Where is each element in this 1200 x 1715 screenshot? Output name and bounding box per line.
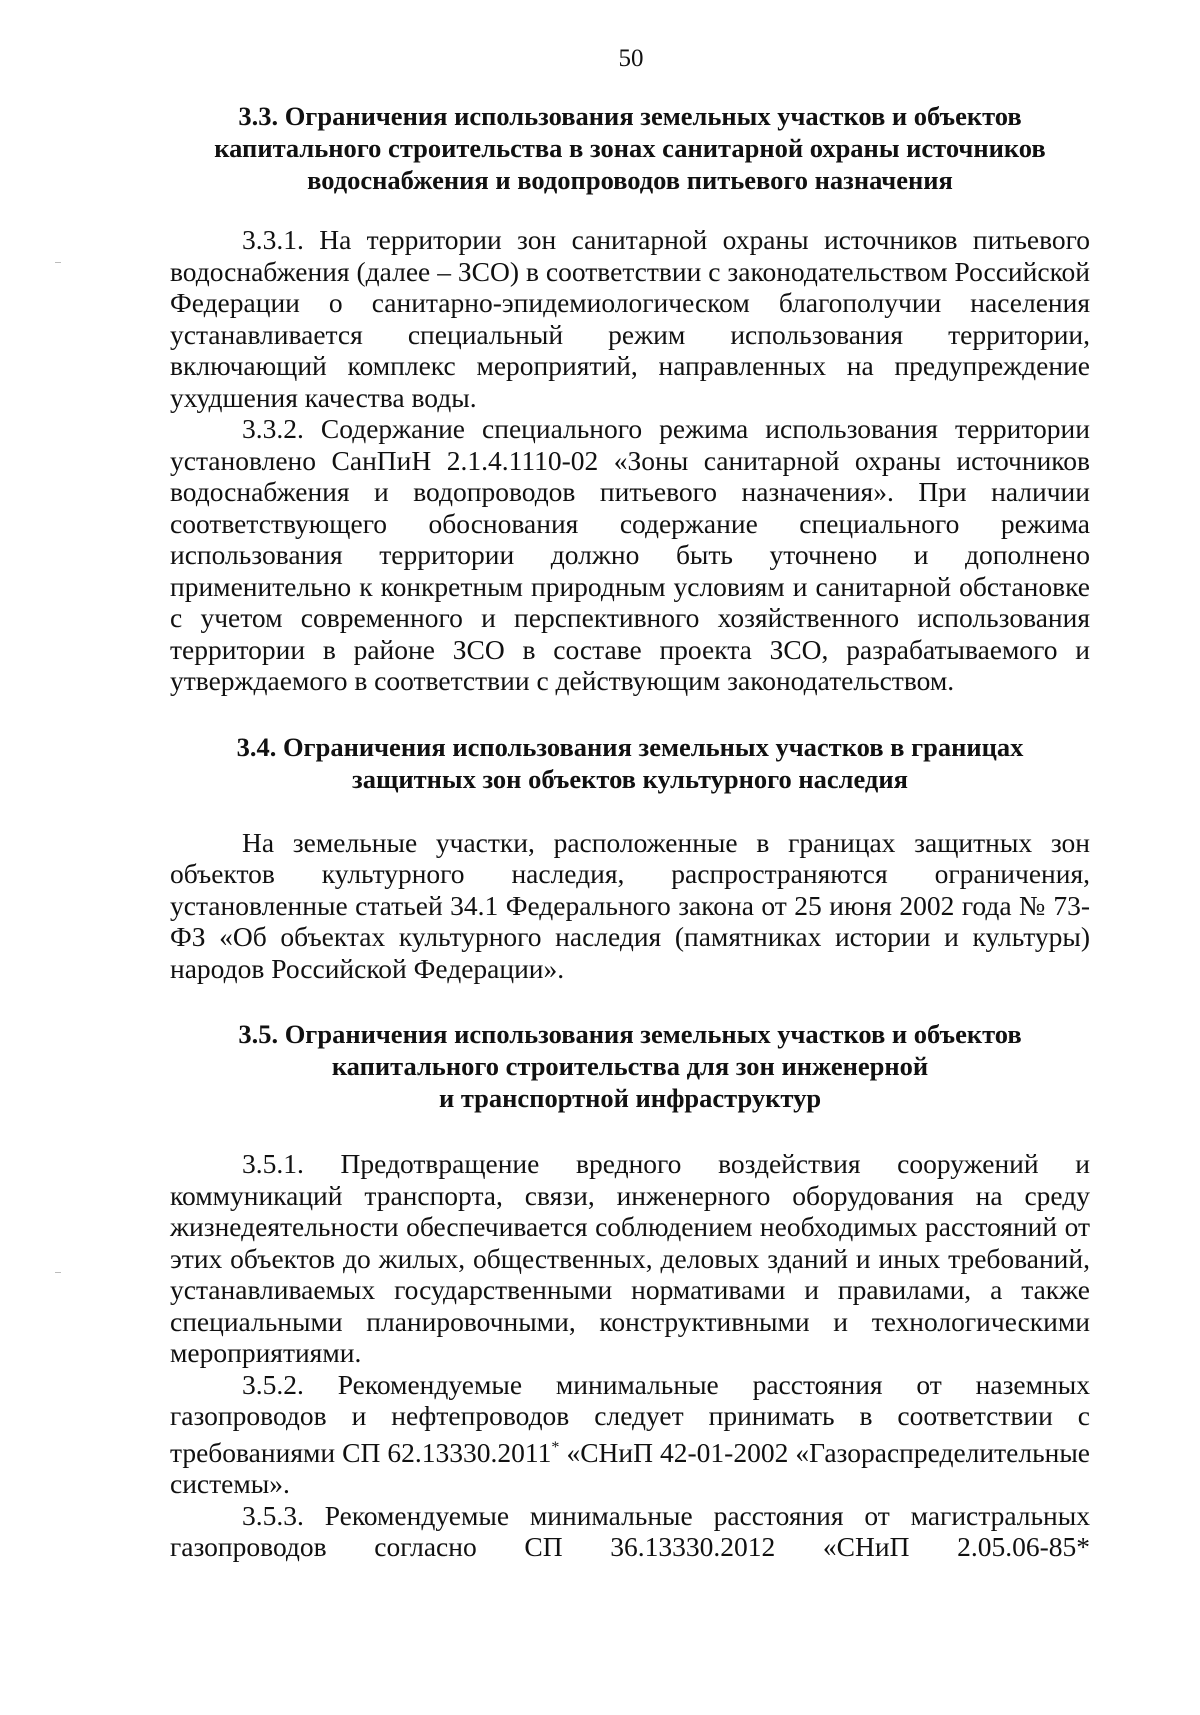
paragraph-3-5-2-text: 3.5.2. Рекомендуемые минимальные расстояния от наземных газопроводов и нефтепроводов следует принимать в соответствии с требованиями СП 62.13330.2011 bbox=[170, 1368, 1090, 1468]
paragraph-3-5-1: 3.5.1. Предотвращение вредного воздействия сооружений и коммуникаций транспорта, связи, инженерного оборудования на среду жизнедеятельности обеспечивается соблюдением необходимых расстояний от этих объектов до жилых, общественных, деловых зданий и иных требований, устанавливаемых государственными нормативами и правилами, а также специальными планировочными, конструктивными и технологическими мероприятиями. bbox=[170, 1148, 1090, 1368]
paragraph-3-3-1: 3.3.1. На территории зон санитарной охраны источников питьевого водоснабжения (далее – ЗСО) в соответствии с законодательством Российской Федерации о санитарно-эпидемиологическом благополучии населения устанавливается специальный режим использования территории, включающий комплекс мероприятий, направленных на предупреждение ухудшения качества воды. bbox=[170, 224, 1090, 413]
paragraph-3-4: На земельные участки, расположенные в границах защитных зон объектов культурного наследия, распространяются ограничения, установленные статьей 34.1 Федерального закона от 25 июня 2002 года № 73-ФЗ «Об объектах культурного наследия (памятниках истории и культуры) народов Российской Федерации». bbox=[170, 826, 1090, 984]
page-number: 50 bbox=[618, 45, 644, 72]
section-title-line: и транспортной инфраструктур bbox=[438, 1083, 822, 1113]
section-title-line: 3.3. Ограничения использования земельных участков и объектов bbox=[238, 101, 1022, 131]
section-title-line: капитального строительства для зон инженерной bbox=[331, 1051, 929, 1081]
section-title-line: водоснабжения и водопроводов питьевого назначения bbox=[307, 165, 953, 195]
paragraph-3-5-2-continuation: «СНиП 42-01-2002 «Газораспределительные системы». bbox=[170, 1436, 1091, 1500]
document-body bbox=[170, 100, 1090, 1563]
section-title-3-4 bbox=[170, 731, 1090, 795]
paragraph-3-5-2 bbox=[170, 1369, 1090, 1500]
scan-margin-mark bbox=[55, 262, 61, 263]
section-title-3-5 bbox=[170, 1018, 1090, 1114]
section-title-line: 3.5. Ограничения использования земельных участков и объектов bbox=[238, 1019, 1022, 1049]
section-title-line: защитных зон объектов культурного наследия bbox=[352, 763, 908, 794]
scan-margin-mark bbox=[55, 1272, 61, 1273]
section-title-3-3 bbox=[170, 100, 1090, 196]
section-title-line: капитального строительства в зонах санитарной охраны источников bbox=[214, 133, 1046, 163]
footnote-mark: * bbox=[551, 1438, 560, 1456]
section-title-line: 3.4. Ограничения использования земельных участков в границах bbox=[236, 731, 1024, 762]
paragraph-3-5-3: 3.5.3. Рекомендуемые минимальные расстояния от магистральных газопроводов согласно СП 36.13330.2012 «СНиП 2.05.06-85* bbox=[170, 1499, 1090, 1563]
paragraph-3-3-2: 3.3.2. Содержание специального режима использования территории установлено СанПиН 2.1.4.1110-02 «Зоны санитарной охраны источников водоснабжения и водопроводов питьевого назначения». При наличии соответствующего обоснования содержание специального режима использования территории должно быть уточнено и дополнено применительно к конкретным природным условиям и санитарной обстановке с учетом современного и перспективного хозяйственного использования территории в районе ЗСО в составе проекта ЗСО, разрабатываемого и утверждаемого в соответствии с действующим законодательством. bbox=[170, 413, 1090, 696]
